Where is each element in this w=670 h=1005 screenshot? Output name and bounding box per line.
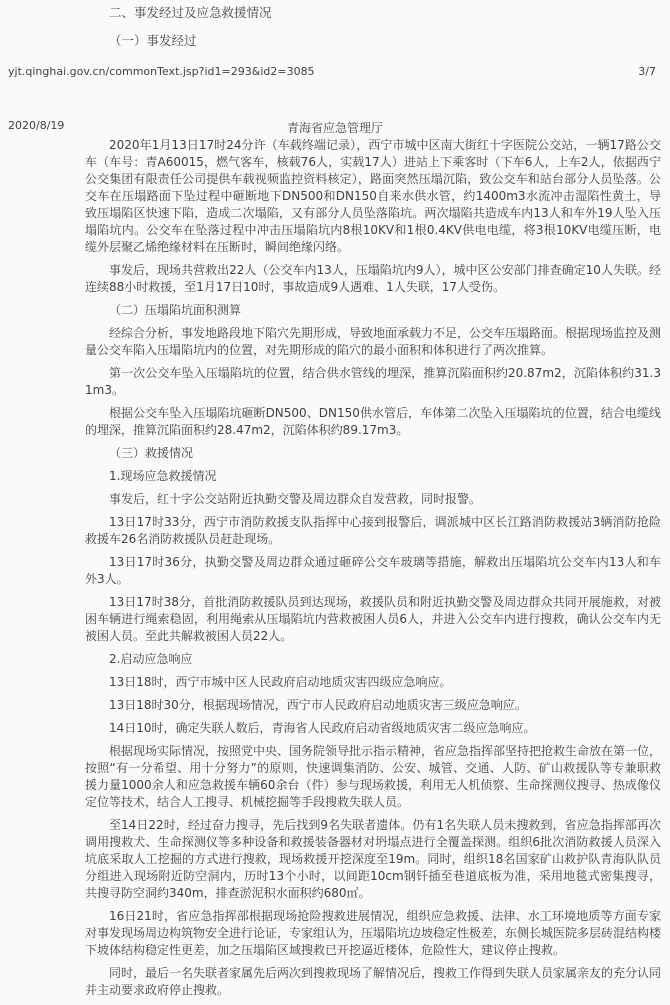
paragraph: 13日18时30分，根据现场情况，西宁市人民政府启动地质灾害三级应急响应。 <box>109 698 527 712</box>
paragraph: 同时，最后一名失联者家属先后两次到搜救现场了解情况后，搜救工作得到失联人员家属亲友的充分认同并主动要求政府停止搜救。 <box>85 966 662 997</box>
paragraph: 1.现场应急救援情况 <box>109 469 217 483</box>
paragraph: （三）救援情况 <box>109 446 194 460</box>
print-date: 2020/8/19 <box>8 119 65 132</box>
paragraph: 根据公交车坠入压塌陷坑砸断DN500、DN150供水管后，车体第二次坠入压塌陷坑的位置，结合电缆线的埋深，推算沉陷面积约28.47m2，沉陷体积约89.17m3。 <box>85 406 661 437</box>
document-title: 青海省应急管理厅 <box>286 121 383 135</box>
paragraph: 第一次公交车坠入压塌陷坑的位置，结合供水管线的埋深，推算沉陷面积约20.87m2，沉陷体积约31.31m3。 <box>85 366 661 397</box>
paragraph: 2020年1月13日17时24分许（车载终端记录），西宁市城中区南大街红十字医院公交站，一辆17路公交车（车号：青A60015，燃气客车，核载76人，实载17人）进站上下乘客时（下车6人，上车2人，依据西宁公交集团有限责任公司提供车载视频监控资料核定），路面突然压塌沉陷，致公交车和站台部分人员坠落。公交车在压塌路面下坠过程中砸断地下DN500和DN150自来水供水管，约1400m3水流冲击湿陷性黄土，导致压塌陷区快速下陷，造成二次塌陷，又有部分人员坠落陷坑。两次塌陷共造成车内13人和车外19人坠入压塌陷坑内。公交车在坠落过程中冲击压塌陷坑内8根10KV和1根0.4KV供电电缆，将3根10KV电缆压断，电缆外层聚乙烯绝缘材料在压断时，瞬间绝缘闪络。 <box>85 138 661 254</box>
source-url: yjt.qinghai.gov.cn/commonText.jsp?id1=293&id2=3085 <box>8 65 315 78</box>
paragraph: 2.启动应急响应 <box>109 652 193 666</box>
paragraph: 事发后，现场共营救出22人（公交车内13人，压塌陷坑内9人），城中区公安部门排查确定10人失联。经连续88小时救援，至1月17日10时，事故造成9人遇难、1人失联，17人受伤。 <box>85 263 661 294</box>
print-header <box>8 119 662 134</box>
paragraph: 13日17时33分，西宁市消防救援支队指挥中心接到报警后，调派城中区长江路消防救援站3辆消防抢险救援车26名消防救援队员赶赴现场。 <box>85 515 661 546</box>
paragraph: 至14日22时，经过奋力搜寻，先后找到9名失联者遗体。仍有1名失联人员未搜救到，省应急指挥部再次调用搜救犬、生命探测仪等多种设备和救援装备器材对坍塌点进行全覆盖探测。组织6批次消防救援人员深入坑底采取人工挖掘的方式进行搜救，现场救援开挖深度至19m。同时，组织18名国家矿山救护队青海队队员分组进入现场附近防空洞内，历时13个小时，以间距10cm钢钎插至巷道底板为准，采用地毯式密集搜寻，共搜寻防空洞约340m，排查淤泥积水面积约680㎡。 <box>85 818 661 900</box>
paragraph: 事发后，红十字公交站附近执勤交警及周边群众自发营救，同时报警。 <box>109 492 482 506</box>
paragraph: 13日17时38分，首批消防救援队员到达现场，救援队员和附近执勤交警及周边群众共同开展施救，对被困车辆进行绳索稳固，利用绳索从压塌陷坑内营救被困人员6人，并进入公交车内进行搜救，确认公交车内无被困人员。至此共解救被困人员22人。 <box>85 595 661 643</box>
previous-page-content <box>85 4 661 49</box>
paragraph: 16日21时，省应急指挥部根据现场抢险搜救进展情况，组织应急救援、法律、水工环境地质等方面专家对事发现场周边构筑物安全进行论证，专家组认为，压塌陷坑边坡稳定性极差，东侧长城医院多层砖混结构楼下坡体结构稳定性更差，加之压塌陷区域搜救已开挖逼近楼体，危险性大，建议停止搜救。 <box>85 909 662 957</box>
paragraph: 13日17时36分，执勤交警及周边群众通过砸碎公交车玻璃等措施，解救出压塌陷坑公交车内13人和车外3人。 <box>85 555 661 586</box>
paragraph: 13日18时，西宁市城中区人民政府启动地质灾害四级应急响应。 <box>109 675 452 689</box>
subsection-heading: （一）事发经过 <box>109 33 197 48</box>
section-heading: 二、事发经过及应急救援情况 <box>109 5 272 20</box>
paragraph: （二）压塌陷坑面积测算 <box>109 303 242 317</box>
paragraph: 14日10时，确定失联人数后，青海省人民政府启动省级地质灾害二级应急响应。 <box>109 721 536 735</box>
page-number: 3/7 <box>638 65 656 78</box>
paragraph: 根据现场实际情况，按照党中央、国务院领导批示指示精神，省应急指挥部坚持把抢救生命放在第一位，按照“有一分希望、用十分努力”的原则，快速调集消防、公安、城管、交通、人防、矿山救援队等专兼职救援力量1000余人和应急救援车辆60余台（件）参与现场救援，利用无人机侦察、生命探测仪搜寻、热成像仪定位等技术，结合人工搜寻、机械挖掘等手段搜救失联人员。 <box>85 744 662 809</box>
paragraph: 经综合分析，事发地路段地下陷穴先期形成，导致地面承载力不足，公交车压塌路面。根据现场监控及测量公交车陷入压塌陷坑内的位置，对先期形成的陷穴的最小面积和体积进行了两次推算。 <box>85 326 662 357</box>
print-footer <box>8 65 656 78</box>
document-body <box>85 137 661 1005</box>
